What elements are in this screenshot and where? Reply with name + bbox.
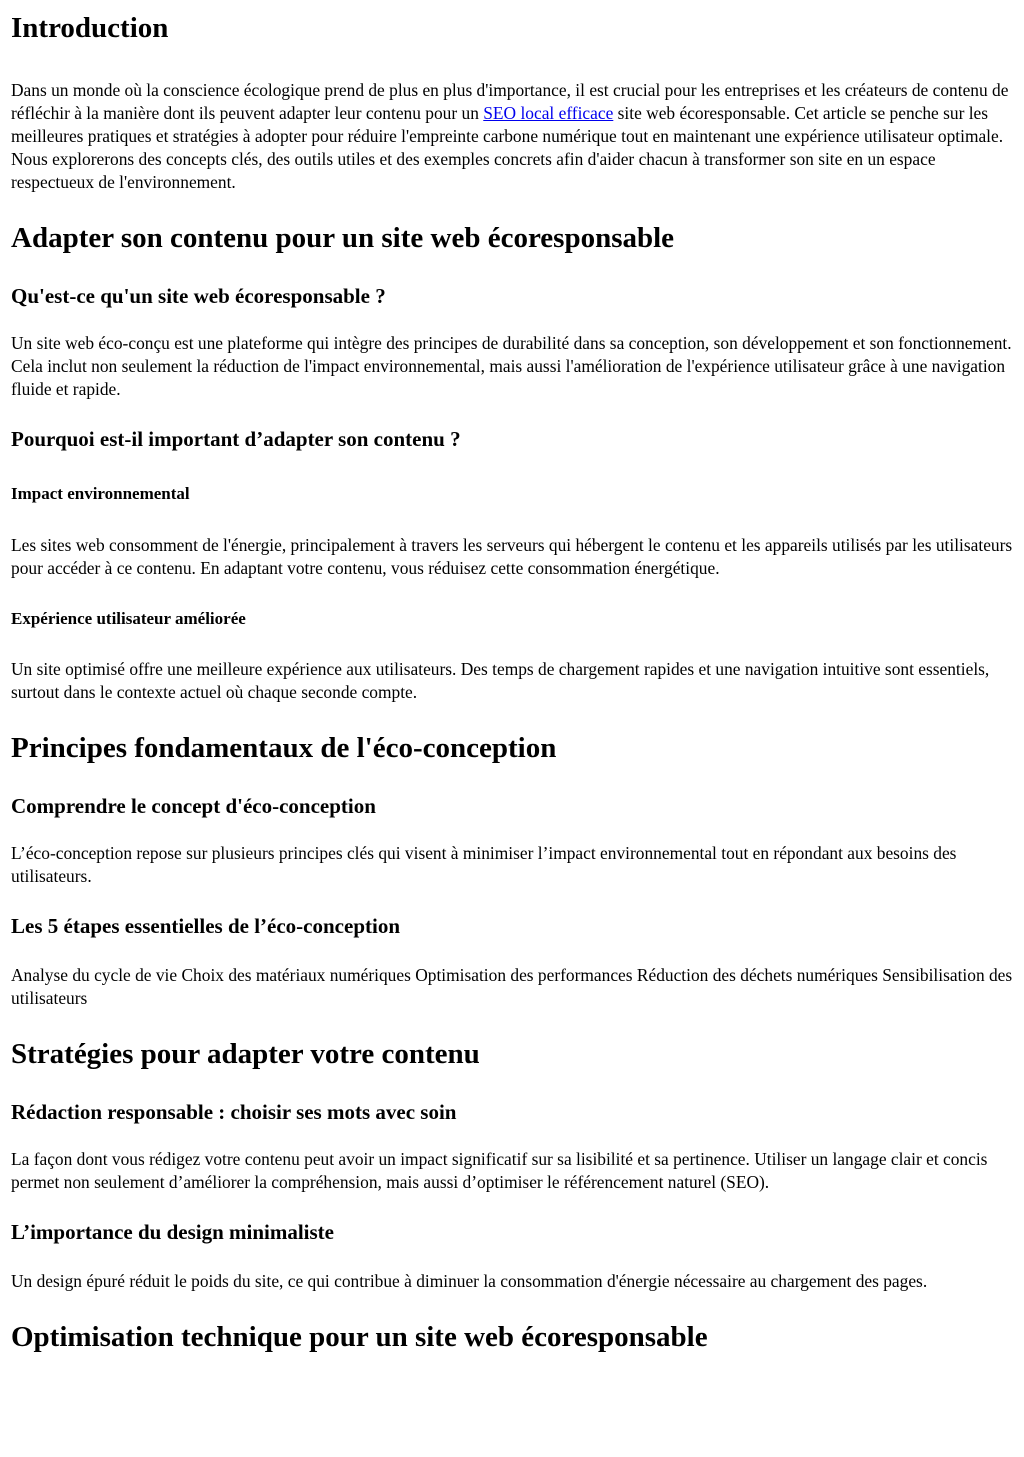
intro-text-start: Dans un monde où la conscience écologique prend de plus en plus d'importance, il est crucial pour les entreprises et les créateurs de contenu de réfléchir à la manière dont ils peuvent adapter leur contenu pour un — [11, 80, 1009, 123]
subheading-impact-environnemental: Impact environnemental — [11, 484, 190, 503]
intro-text-end: site web écoresponsable. Cet article se penche sur les meilleures pratiques et stratégies à adopter pour réduire l'empreinte carbone numérique tout en maintenant une expérience utilisateur optimale. Nous explorerons des concepts clés, des outils utiles et des exemples concrets afin d'aider chacun à transformer son site en un espace respectueux de l'environnement. — [11, 103, 1004, 192]
paragraph-impact-environnemental: Les sites web consomment de l'énergie, principalement à travers les serveurs qui hébergent le contenu et les appareils utilisés par les utilisateurs pour accéder à ce contenu. En adaptant votre contenu, vous réduisez cette consommation énergétique. — [11, 535, 1013, 578]
subheading-cinq-etapes: Les 5 étapes essentielles de l’éco-conception — [11, 914, 401, 938]
paragraph-quest-ce: Un site web éco-conçu est une plateforme qui intègre des principes de durabilité dans sa conception, son développement et son fonctionnement. Cela inclut non seulement la réduction de l'impact environnemental, mais aussi l'amélioration de l'expérience utilisateur grâce à une navigation fluide et rapide. — [11, 333, 1012, 399]
heading-optimisation-technique: Optimisation technique pour un site web écoresponsable — [11, 1321, 708, 1353]
article — [0, 11, 1024, 1354]
paragraph-cinq-etapes: Analyse du cycle de vie Choix des matériaux numériques Optimisation des performances Réduction des déchets numériques Sensibilisation des utilisateurs — [11, 965, 1013, 1008]
paragraph-design-minimaliste: Un design épuré réduit le poids du site, ce qui contribue à diminuer la consommation d'énergie nécessaire au chargement des pages. — [11, 1271, 928, 1291]
subheading-redaction-responsable: Rédaction responsable : choisir ses mots avec soin — [11, 1100, 457, 1124]
subheading-comprendre-concept: Comprendre le concept d'éco-conception — [11, 794, 376, 818]
seo-local-link[interactable]: SEO local efficace — [483, 103, 614, 123]
heading-adapter-contenu: Adapter son contenu pour un site web écoresponsable — [11, 222, 675, 254]
heading-principes-fondamentaux: Principes fondamentaux de l'éco-conception — [11, 732, 557, 764]
paragraph-comprendre-concept: L’éco-conception repose sur plusieurs principes clés qui visent à minimiser l’impact environnemental tout en répondant aux besoins des utilisateurs. — [11, 843, 957, 886]
paragraph-experience-utilisateur: Un site optimisé offre une meilleure expérience aux utilisateurs. Des temps de chargement rapides et une navigation intuitive sont essentiels, surtout dans le contexte actuel où chaque seconde compte. — [11, 659, 990, 702]
intro-paragraph — [11, 79, 1014, 194]
paragraph-redaction-responsable: La façon dont vous rédigez votre contenu peut avoir un impact significatif sur sa lisibilité et sa pertinence. Utiliser un langage clair et concis permet non seulement d’améliorer la compréhension, mais aussi d’optimiser le référencement naturel (SEO). — [11, 1149, 988, 1192]
subheading-pourquoi: Pourquoi est-il important d’adapter son contenu ? — [11, 427, 461, 451]
subheading-quest-ce: Qu'est-ce qu'un site web écoresponsable ? — [11, 284, 386, 308]
subheading-design-minimaliste: L’importance du design minimaliste — [11, 1220, 334, 1244]
heading-introduction: Introduction — [11, 12, 169, 44]
heading-strategies: Stratégies pour adapter votre contenu — [11, 1038, 480, 1070]
subheading-experience-utilisateur: Expérience utilisateur améliorée — [11, 609, 246, 628]
